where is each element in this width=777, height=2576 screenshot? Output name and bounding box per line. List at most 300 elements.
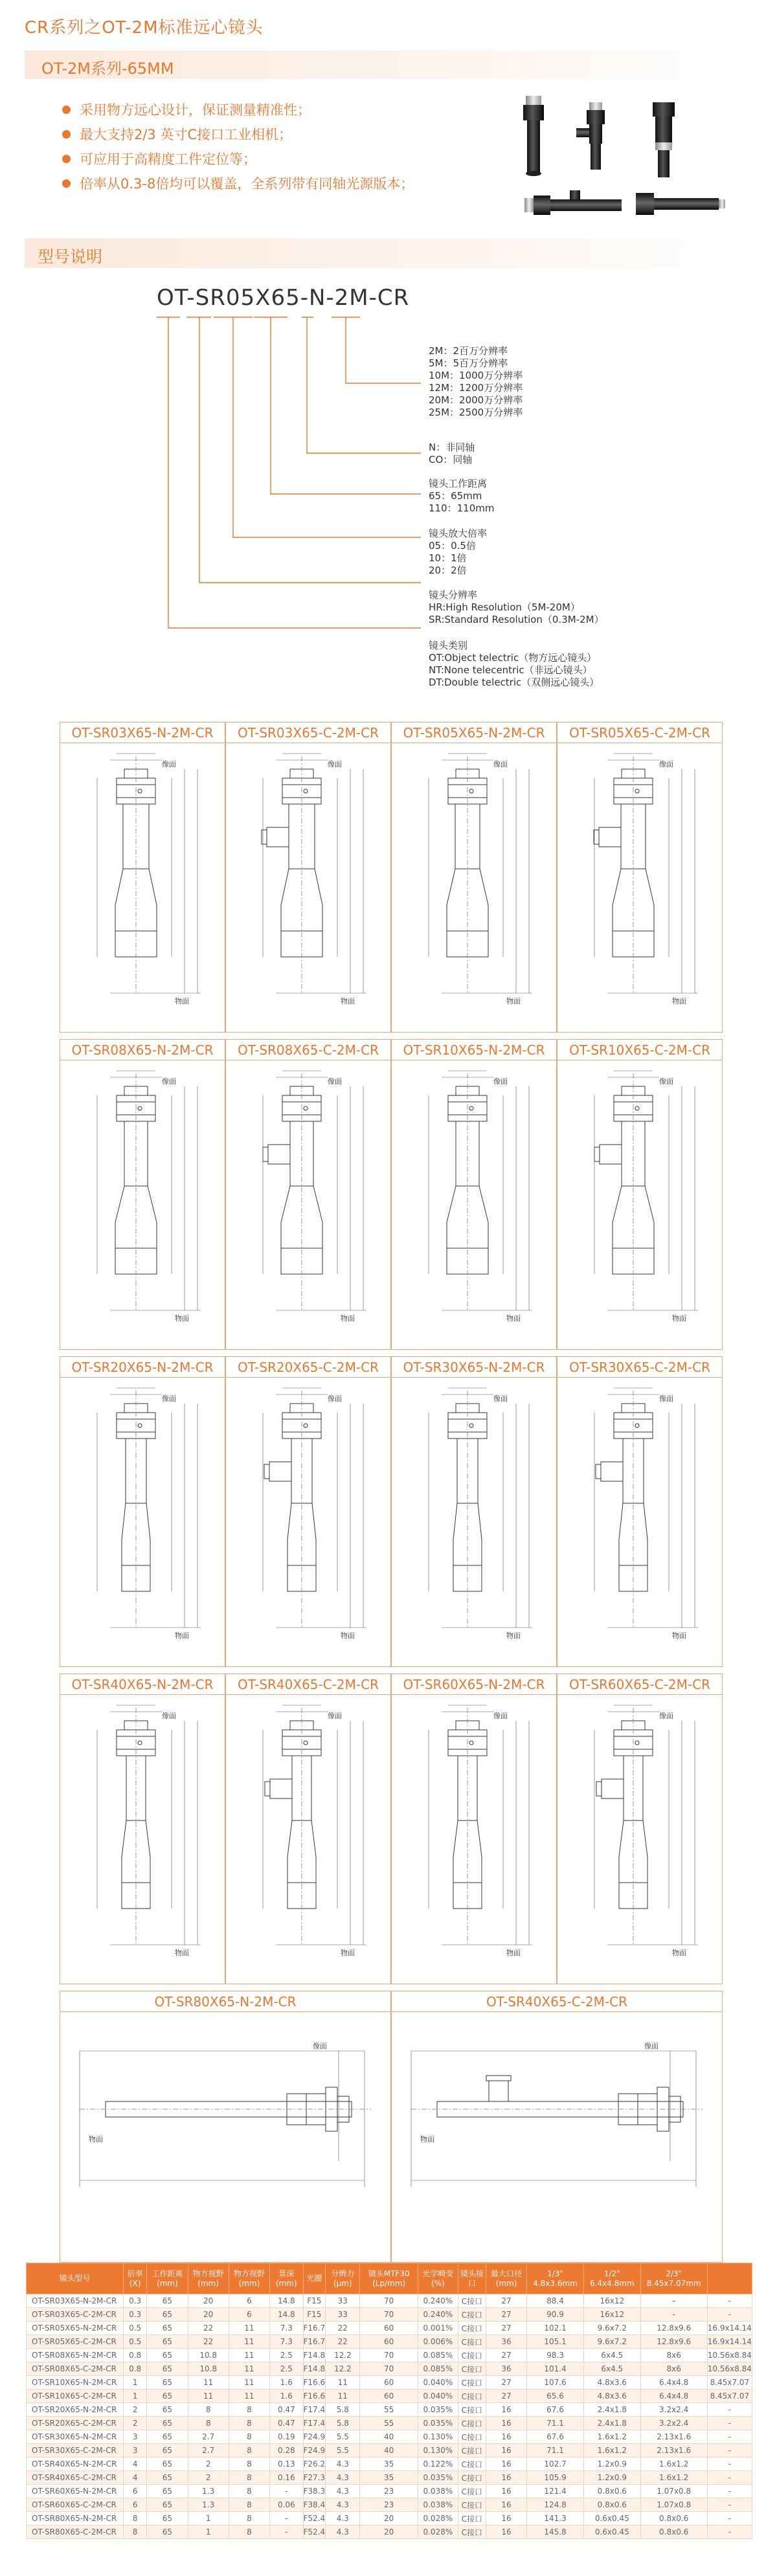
lens-dimension-drawing <box>392 743 556 1032</box>
table-row <box>27 2512 752 2526</box>
table-cell: 8 <box>229 2417 269 2430</box>
table-cell: 6x4.5 <box>583 2349 640 2362</box>
table-cell: 1.6x1.2 <box>640 2471 707 2485</box>
table-row <box>27 2294 752 2308</box>
table-row <box>27 2430 752 2444</box>
table-cell: 11 <box>229 2335 269 2349</box>
table-cell: 67.6 <box>527 2430 584 2444</box>
table-cell: 88.4 <box>527 2294 584 2308</box>
object-plane-label: 物面 <box>175 1949 189 1957</box>
table-cell: OT-SR03X65-C-2M-CR <box>27 2308 124 2322</box>
table-cell: 0.19 <box>270 2430 303 2444</box>
table-cell: 60 <box>360 2335 418 2349</box>
model-desc-type <box>429 640 599 689</box>
table-cell: 65 <box>147 2403 188 2417</box>
table-cell: 11 <box>229 2349 269 2362</box>
table-cell: 1.2x0.9 <box>583 2471 640 2485</box>
table-cell: OT-SR05X65-N-2M-CR <box>27 2322 124 2335</box>
table-cell: 1.2x0.9 <box>583 2458 640 2471</box>
table-header-cell: 1/2" 6.4x4.8mm <box>583 2263 640 2294</box>
table-cell: F17.4 <box>303 2417 326 2430</box>
table-cell: 0.040% <box>418 2376 458 2390</box>
table-cell: 20 <box>188 2294 229 2308</box>
table-row <box>27 2390 752 2403</box>
desc-line: N：非同轴 <box>429 442 475 453</box>
table-cell: 33 <box>326 2308 360 2322</box>
table-cell: - <box>707 2512 752 2526</box>
table-cell: 4.8x3.6 <box>583 2390 640 2403</box>
table-cell: C接口 <box>458 2498 486 2512</box>
drawing-title: OT-SR08X65-N-2M-CR <box>60 1040 225 1060</box>
table-cell: 23 <box>360 2498 418 2512</box>
table-cell: 70 <box>360 2294 418 2308</box>
image-plane-label: 像面 <box>162 1712 176 1720</box>
object-plane-label: 物面 <box>672 1315 686 1323</box>
table-row <box>27 2498 752 2512</box>
table-cell: - <box>707 2471 752 2485</box>
drawing-cell <box>391 1991 723 2263</box>
table-cell: 2 <box>188 2471 229 2485</box>
table-row <box>27 2322 752 2335</box>
table-cell: 11 <box>229 2390 269 2403</box>
table-cell: 2.5 <box>270 2349 303 2362</box>
drawing-cell <box>391 1674 557 1984</box>
table-cell: 8 <box>188 2417 229 2430</box>
table-cell: 65 <box>147 2417 188 2430</box>
lens-dimension-drawing <box>392 1060 556 1349</box>
image-plane-label: 像面 <box>493 1078 508 1086</box>
drawing-title: OT-SR80X65-N-2M-CR <box>60 1991 390 2012</box>
desc-line: CO：同轴 <box>429 454 473 465</box>
lens-dimension-drawing <box>226 743 390 1032</box>
table-cell: 1.6x1.2 <box>583 2444 640 2458</box>
table-cell: 16 <box>486 2526 526 2539</box>
table-cell: 8x6 <box>640 2349 707 2362</box>
table-cell: - <box>707 2485 752 2498</box>
table-cell: 65 <box>147 2512 188 2526</box>
table-cell: 22 <box>188 2322 229 2335</box>
table-cell: C接口 <box>458 2308 486 2322</box>
table-cell: OT-SR10X65-N-2M-CR <box>27 2376 124 2390</box>
table-cell: 8 <box>124 2512 147 2526</box>
lens-dimension-drawing <box>60 1060 225 1349</box>
page-title: CR系列之OT-2M标准远心镜头 <box>25 18 264 38</box>
table-cell: 5.8 <box>326 2417 360 2430</box>
object-plane-label: 物面 <box>341 998 355 1005</box>
table-cell: 0.240% <box>418 2308 458 2322</box>
table-cell: 11 <box>188 2390 229 2403</box>
table-row <box>27 2403 752 2417</box>
table-cell: 71.1 <box>527 2417 584 2430</box>
lens-dimension-drawing <box>226 1695 390 1984</box>
table-cell: 4.3 <box>326 2498 360 2512</box>
table-cell: 6.4x4.8 <box>640 2390 707 2403</box>
table-cell: 0.3 <box>124 2308 147 2322</box>
table-cell: 8 <box>229 2485 269 2498</box>
table-header-cell: 镜头MTF30 (Lp/mm) <box>360 2263 418 2294</box>
drawing-cell <box>391 1356 557 1667</box>
table-cell: F14.8 <box>303 2362 326 2376</box>
drawing-cell <box>225 722 391 1033</box>
drawing-cell <box>60 1674 225 1984</box>
table-cell: 1.6 <box>270 2390 303 2403</box>
table-cell: C接口 <box>458 2430 486 2444</box>
lens-dimension-drawing <box>60 1378 225 1666</box>
table-cell: 27 <box>486 2294 526 2308</box>
table-cell: 27 <box>486 2308 526 2322</box>
table-header-cell: 镜头接口 <box>458 2263 486 2294</box>
object-plane-label: 物面 <box>341 1315 355 1323</box>
table-cell: F17.4 <box>303 2403 326 2417</box>
table-cell: 71.1 <box>527 2444 584 2458</box>
table-cell: 0.8x0.6 <box>583 2498 640 2512</box>
table-cell: C接口 <box>458 2362 486 2376</box>
lens-dimension-drawing <box>557 1695 722 1984</box>
table-header-cell: 镜头型号 <box>27 2263 124 2294</box>
table-cell: 1 <box>188 2526 229 2539</box>
bullet-icon <box>62 106 71 114</box>
drawing-title: OT-SR40X65-C-2M-CR <box>226 1674 390 1695</box>
table-cell: 2.7 <box>188 2444 229 2458</box>
drawing-cell <box>557 1674 723 1984</box>
table-cell: F14.8 <box>303 2349 326 2362</box>
table-header-cell: 景深 (mm) <box>270 2263 303 2294</box>
table-cell: 102.1 <box>527 2322 584 2335</box>
table-header-cell: 2/3" 8.45x7.07mm <box>640 2263 707 2294</box>
object-plane-label: 物面 <box>672 998 686 1005</box>
table-cell: C接口 <box>458 2417 486 2430</box>
table-cell: 5.8 <box>326 2403 360 2417</box>
table-cell: OT-SR05X65-C-2M-CR <box>27 2335 124 2349</box>
table-cell: 121.4 <box>527 2485 584 2498</box>
table-cell: 7.3 <box>270 2335 303 2349</box>
table-cell: - <box>707 2430 752 2444</box>
object-plane-label: 物面 <box>506 1315 521 1323</box>
table-cell: 0.001% <box>418 2322 458 2335</box>
table-cell: 2 <box>124 2417 147 2430</box>
table-cell: 65 <box>147 2444 188 2458</box>
table-cell: C接口 <box>458 2294 486 2308</box>
feature-item <box>62 97 414 122</box>
table-cell: 27 <box>486 2349 526 2362</box>
table-cell: 22 <box>326 2322 360 2335</box>
desc-line: 镜头类别 <box>429 640 468 651</box>
table-row <box>27 2349 752 2362</box>
table-cell: F16.6 <box>303 2390 326 2403</box>
table-row <box>27 2471 752 2485</box>
table-cell: 55 <box>360 2403 418 2417</box>
object-plane-label: 物面 <box>175 1315 189 1323</box>
table-cell: 27 <box>486 2390 526 2403</box>
table-cell: 16 <box>486 2444 526 2458</box>
table-cell: - <box>707 2444 752 2458</box>
table-cell: 107.6 <box>527 2376 584 2390</box>
table-cell: 0.47 <box>270 2417 303 2430</box>
drawing-cell <box>557 722 723 1033</box>
table-cell: C接口 <box>458 2390 486 2403</box>
table-cell: 105.9 <box>527 2471 584 2485</box>
table-cell: 11 <box>229 2376 269 2390</box>
table-cell: 0.16 <box>270 2471 303 2485</box>
table-cell: 101.4 <box>527 2362 584 2376</box>
desc-line: 20：2倍 <box>429 565 467 576</box>
table-cell: 4.3 <box>326 2458 360 2471</box>
table-cell: 65.6 <box>527 2390 584 2403</box>
table-cell: 2.13x1.6 <box>640 2444 707 2458</box>
desc-line: 10：1倍 <box>429 552 467 564</box>
drawing-title: OT-SR40X65-C-2M-CR <box>392 1991 722 2012</box>
lens-dimension-drawing <box>226 1060 390 1349</box>
table-header-cell: 工作距离 (mm) <box>147 2263 188 2294</box>
table-cell: 16 <box>486 2471 526 2485</box>
object-plane-label: 物面 <box>89 2136 103 2144</box>
table-cell: 65 <box>147 2322 188 2335</box>
table-cell: OT-SR20X65-N-2M-CR <box>27 2403 124 2417</box>
table-cell: 16 <box>486 2430 526 2444</box>
table-cell: 40 <box>360 2444 418 2458</box>
table-cell: F27.3 <box>303 2471 326 2485</box>
table-cell: 4.8x3.6 <box>583 2376 640 2390</box>
table-row <box>27 2376 752 2390</box>
table-cell: OT-SR60X65-C-2M-CR <box>27 2498 124 2512</box>
table-cell: 0.240% <box>418 2294 458 2308</box>
desc-line: NT:None telecentric（非远心镜头） <box>429 664 592 676</box>
table-cell: OT-SR40X65-C-2M-CR <box>27 2471 124 2485</box>
table-cell: 67.6 <box>527 2403 584 2417</box>
table-cell: 35 <box>360 2471 418 2485</box>
table-row <box>27 2362 752 2376</box>
table-cell: 16x12 <box>583 2308 640 2322</box>
drawing-cell <box>225 1356 391 1667</box>
desc-line: 镜头放大倍率 <box>429 528 488 539</box>
drawing-title: OT-SR05X65-N-2M-CR <box>392 722 556 743</box>
table-cell: 2.4x1.8 <box>583 2417 640 2430</box>
table-cell: 8.45x7.07 <box>707 2376 752 2390</box>
table-cell: 0.130% <box>418 2444 458 2458</box>
table-cell: 8x6 <box>640 2362 707 2376</box>
table-cell: 1.07x0.8 <box>640 2498 707 2512</box>
table-cell: 124.8 <box>527 2498 584 2512</box>
table-cell: 9.6x7.2 <box>583 2322 640 2335</box>
table-cell: OT-SR30X65-C-2M-CR <box>27 2444 124 2458</box>
table-cell: 65 <box>147 2308 188 2322</box>
table-cell: F38.4 <box>303 2498 326 2512</box>
table-cell: - <box>707 2498 752 2512</box>
table-cell: 16 <box>486 2498 526 2512</box>
table-cell: 27 <box>486 2376 526 2390</box>
desc-line: 25M：2500万分辨率 <box>429 407 523 418</box>
table-cell: C接口 <box>458 2471 486 2485</box>
desc-line: 65：65mm <box>429 490 482 502</box>
object-plane-label: 物面 <box>672 1632 686 1640</box>
table-cell: 8 <box>229 2526 269 2539</box>
lens-dimension-drawing <box>60 1695 225 1984</box>
image-plane-label: 像面 <box>162 761 176 768</box>
table-cell: 20 <box>360 2526 418 2539</box>
table-cell: 65 <box>147 2362 188 2376</box>
table-cell: 65 <box>147 2498 188 2512</box>
image-plane-label: 像面 <box>644 2043 659 2050</box>
table-cell: 1.6x1.2 <box>583 2430 640 2444</box>
table-cell: - <box>270 2485 303 2498</box>
table-cell: 23 <box>360 2485 418 2498</box>
drawing-cell <box>60 1356 225 1667</box>
table-cell: 20 <box>360 2512 418 2526</box>
object-plane-label: 物面 <box>341 1632 355 1640</box>
drawing-cell <box>225 1674 391 1984</box>
desc-line: DT:Double telectric（双侧远心镜头） <box>429 677 600 688</box>
table-cell: 10.56x8.84 <box>707 2362 752 2376</box>
feature-text: 采用物方远心设计，保证测量精准性； <box>80 102 311 118</box>
table-cell: 60 <box>360 2322 418 2335</box>
drawing-cell <box>391 722 557 1033</box>
table-cell: 0.122% <box>418 2458 458 2471</box>
table-cell: 5.5 <box>326 2444 360 2458</box>
table-cell: - <box>640 2308 707 2322</box>
table-cell: 11 <box>229 2322 269 2335</box>
feature-text: 倍率从0.3-8倍均可以覆盖，全系列带有同轴光源版本； <box>80 176 414 192</box>
table-cell: F52.4 <box>303 2512 326 2526</box>
table-cell: 5.5 <box>326 2430 360 2444</box>
table-cell: 65 <box>147 2349 188 2362</box>
table-cell: 1 <box>124 2376 147 2390</box>
image-plane-label: 像面 <box>493 761 508 768</box>
table-row <box>27 2417 752 2430</box>
table-cell: 8.45x7.07 <box>707 2390 752 2403</box>
table-cell: 12.2 <box>326 2349 360 2362</box>
table-cell: 2.5 <box>270 2362 303 2376</box>
table-header-cell: 分辨力 (μm) <box>326 2263 360 2294</box>
table-cell: C接口 <box>458 2322 486 2335</box>
model-desc-mag <box>429 528 487 577</box>
table-cell: 65 <box>147 2485 188 2498</box>
drawing-title: OT-SR60X65-C-2M-CR <box>557 1674 722 1695</box>
table-cell: 3 <box>124 2430 147 2444</box>
table-cell: 16 <box>486 2417 526 2430</box>
table-cell: 3 <box>124 2444 147 2458</box>
table-cell: F16.7 <box>303 2335 326 2349</box>
table-cell: OT-SR03X65-N-2M-CR <box>27 2294 124 2308</box>
desc-line: 5M：5百万分辨率 <box>429 357 508 369</box>
table-cell: C接口 <box>458 2349 486 2362</box>
drawing-cell <box>60 1991 391 2263</box>
table-cell: C接口 <box>458 2458 486 2471</box>
table-header-cell: 光圈 <box>303 2263 326 2294</box>
table-cell: 0.130% <box>418 2430 458 2444</box>
table-cell: 12.8x9.6 <box>640 2322 707 2335</box>
table-cell: 12.2 <box>326 2362 360 2376</box>
drawing-title: OT-SR30X65-N-2M-CR <box>392 1357 556 1378</box>
desc-line: 110：110mm <box>429 502 495 514</box>
object-plane-label: 物面 <box>175 998 189 1005</box>
lens-photo-3 <box>653 102 675 177</box>
model-desc-coax <box>429 442 475 466</box>
table-cell: 33 <box>326 2294 360 2308</box>
table-cell: 65 <box>147 2471 188 2485</box>
table-cell: OT-SR10X65-C-2M-CR <box>27 2390 124 2403</box>
table-cell: 65 <box>147 2390 188 2403</box>
table-cell: F16.7 <box>303 2322 326 2335</box>
table-cell: 102.7 <box>527 2458 584 2471</box>
desc-line: HR:High Resolution（5M-20M） <box>429 601 580 613</box>
table-cell: 0.28 <box>270 2444 303 2458</box>
table-cell: - <box>270 2526 303 2539</box>
desc-line: 2M：2百万分辨率 <box>429 345 508 357</box>
table-cell: 22 <box>326 2335 360 2349</box>
object-plane-label: 物面 <box>341 1949 355 1957</box>
table-cell: 27 <box>486 2322 526 2335</box>
drawing-title: OT-SR60X65-N-2M-CR <box>392 1674 556 1695</box>
drawing-title: OT-SR03X65-C-2M-CR <box>226 722 390 743</box>
drawing-title: OT-SR05X65-C-2M-CR <box>557 722 722 743</box>
table-cell: 0.085% <box>418 2362 458 2376</box>
lens-dimension-drawing <box>557 1060 722 1349</box>
table-cell: 16 <box>486 2485 526 2498</box>
bullet-icon <box>62 155 71 163</box>
table-cell: 1.6 <box>270 2376 303 2390</box>
series-banner <box>25 50 752 79</box>
table-cell: 0.3 <box>124 2294 147 2308</box>
table-cell: 65 <box>147 2458 188 2471</box>
table-cell: F38.3 <box>303 2485 326 2498</box>
table-cell: C接口 <box>458 2512 486 2526</box>
table-cell: 1.3 <box>188 2485 229 2498</box>
table-cell: 1 <box>124 2390 147 2403</box>
lens-dimension-drawing <box>392 2012 722 2262</box>
table-cell: - <box>707 2458 752 2471</box>
feature-item <box>62 146 414 171</box>
image-plane-label: 像面 <box>162 1078 176 1086</box>
table-row <box>27 2308 752 2322</box>
table-cell: 65 <box>147 2294 188 2308</box>
object-plane-label: 物面 <box>672 1949 686 1957</box>
table-cell: C接口 <box>458 2335 486 2349</box>
table-cell: 60 <box>360 2376 418 2390</box>
table-cell: 70 <box>360 2362 418 2376</box>
lens-photo-2 <box>576 102 605 170</box>
table-cell: 16.9x14.14 <box>707 2335 752 2349</box>
image-plane-label: 像面 <box>162 1395 176 1403</box>
table-cell: 8 <box>229 2471 269 2485</box>
table-cell: 4 <box>124 2458 147 2471</box>
table-cell: C接口 <box>458 2444 486 2458</box>
table-cell: 6 <box>229 2294 269 2308</box>
table-cell: 6x4.5 <box>583 2362 640 2376</box>
table-cell: 1.6x1.2 <box>640 2458 707 2471</box>
bullet-icon <box>62 179 71 188</box>
table-cell: 8 <box>124 2526 147 2539</box>
table-cell: 11 <box>188 2376 229 2390</box>
drawing-title: OT-SR10X65-C-2M-CR <box>557 1040 722 1060</box>
table-cell: 0.8 <box>124 2349 147 2362</box>
drawing-title: OT-SR30X65-C-2M-CR <box>557 1357 722 1378</box>
table-cell: 8 <box>188 2403 229 2417</box>
table-cell: 16 <box>486 2512 526 2526</box>
table-cell: 35 <box>360 2458 418 2471</box>
table-cell: 70 <box>360 2308 418 2322</box>
table-header-cell: 1/3" 4.8x3.6mm <box>527 2263 584 2294</box>
table-cell: 2 <box>188 2458 229 2471</box>
desc-line: 12M：1200万分辨率 <box>429 382 523 394</box>
bullet-icon <box>62 130 71 139</box>
table-cell: 10.56x8.84 <box>707 2349 752 2362</box>
table-cell: 14.8 <box>270 2308 303 2322</box>
drawing-cell <box>60 1039 225 1350</box>
desc-line: 05：0.5倍 <box>429 540 476 552</box>
table-cell: 9.6x7.2 <box>583 2335 640 2349</box>
table-cell: 0.47 <box>270 2403 303 2417</box>
table-cell: F15 <box>303 2308 326 2322</box>
